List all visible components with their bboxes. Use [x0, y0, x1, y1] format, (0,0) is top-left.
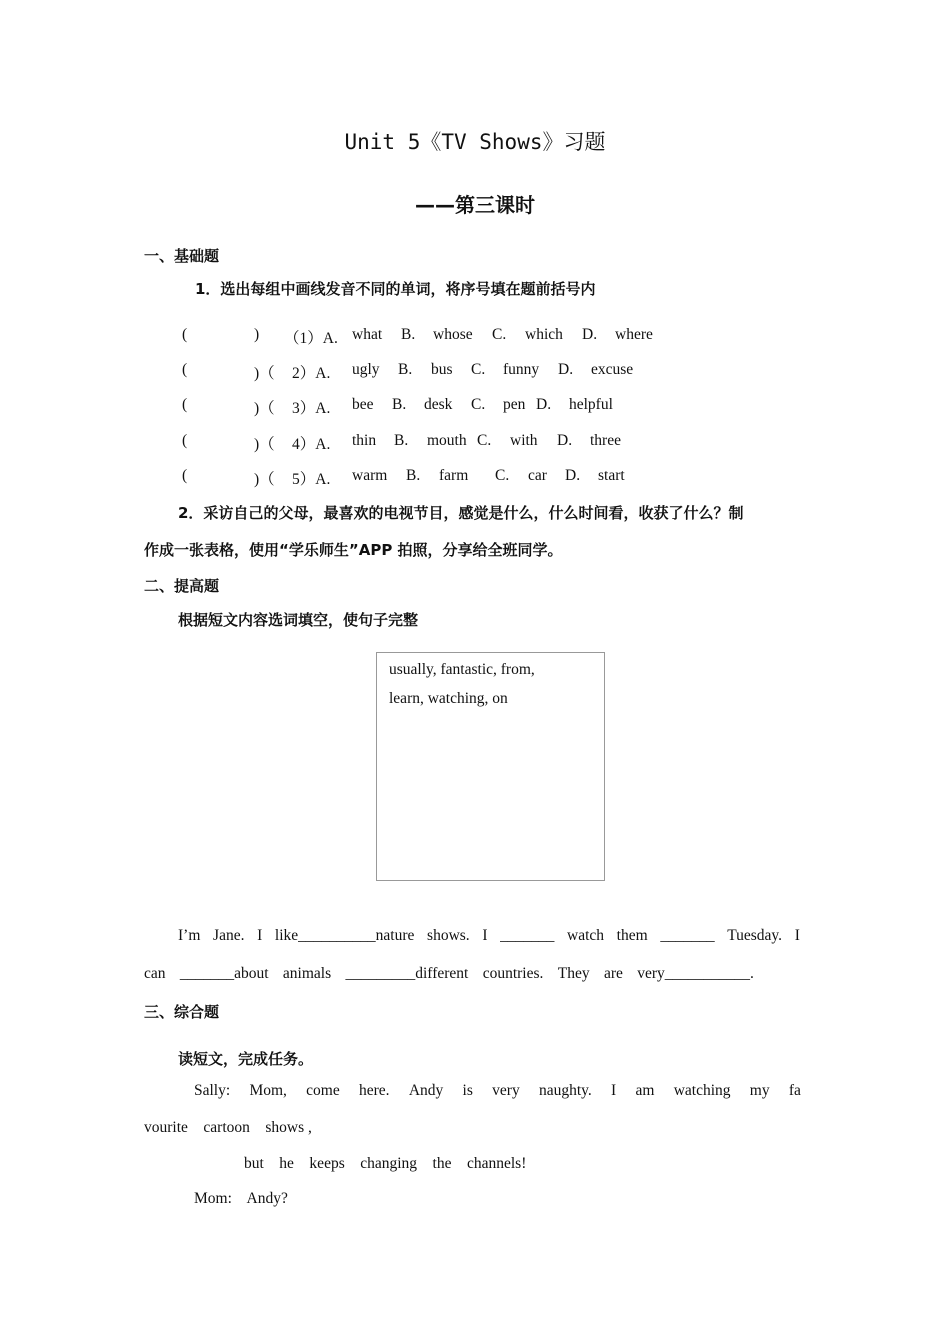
- row-1-c-label: C.: [492, 326, 507, 343]
- row-2-c-label: C.: [471, 361, 486, 378]
- row-1-b: whose: [433, 326, 473, 343]
- row-5-num: 5）A.: [292, 471, 331, 488]
- passage-line-1-word: shows.: [427, 927, 470, 944]
- dialogue-sally-line-1: [194, 1082, 801, 1100]
- row-4-a: thin: [352, 432, 377, 449]
- sally-line-1-word: Sally:: [194, 1082, 231, 1099]
- row-1-open: (: [182, 326, 188, 343]
- row-5-c: car: [528, 467, 547, 484]
- passage-line-1-word: I: [482, 927, 488, 944]
- row-5-open: (: [182, 467, 188, 484]
- row-5-d: start: [598, 467, 625, 484]
- dialogue-sally-line-3: but he keeps changing the channels!: [244, 1155, 527, 1172]
- word-bank-box: [376, 652, 605, 881]
- row-2-num: 2）A.: [292, 365, 331, 382]
- row-1-a: what: [352, 326, 383, 343]
- passage-line-1-word: Tuesday.: [727, 927, 783, 944]
- passage-line-1-word: I’m: [178, 927, 201, 944]
- sally-line-1-word: naughty.: [538, 1082, 592, 1099]
- passage-line-1-word: watch: [567, 927, 605, 944]
- row-3-open: (: [182, 396, 188, 413]
- row-5-close: )（: [254, 471, 275, 488]
- passage-line-2-word: very___________.: [637, 965, 754, 982]
- section-3-heading: 三、综合题: [144, 1003, 220, 1021]
- passage-line-1-word: I: [794, 927, 800, 944]
- passage-line-2-word: can: [144, 965, 166, 982]
- row-3-b: desk: [424, 396, 453, 413]
- row-4-c: with: [510, 432, 538, 449]
- passage-line-2-word: _______about: [179, 965, 269, 982]
- row-5-c-label: C.: [495, 467, 510, 484]
- sally-line-1-word: very: [492, 1082, 520, 1099]
- row-2-a: ugly: [352, 361, 380, 378]
- row-2-c: funny: [503, 361, 540, 378]
- row-5-b: farm: [439, 467, 469, 484]
- passage-line-2-word: are: [603, 965, 623, 982]
- row-4-b-label: B.: [394, 432, 409, 449]
- passage-line-2-word: They: [557, 965, 590, 982]
- passage-line-1: [178, 927, 800, 945]
- row-1-d-label: D.: [582, 326, 598, 343]
- passage-line-1-word: them: [616, 927, 648, 944]
- page-title: Unit 5《TV Shows》习题: [344, 130, 606, 154]
- row-2-b-label: B.: [398, 361, 413, 378]
- row-4-d: three: [590, 432, 621, 449]
- sally-line-1-word: Andy: [408, 1082, 444, 1099]
- row-3-b-label: B.: [392, 396, 407, 413]
- passage-line-1-word: _______: [660, 927, 715, 944]
- row-2-open: (: [182, 361, 188, 378]
- row-3-d: helpful: [569, 396, 613, 413]
- section-2-instruction: 根据短文内容选词填空，使句子完整: [178, 611, 419, 629]
- passage-line-1-word: like__________nature: [274, 927, 415, 944]
- row-4-d-label: D.: [557, 432, 573, 449]
- row-1-d: where: [615, 326, 653, 343]
- row-3-a: bee: [352, 396, 374, 413]
- row-3-num: 3）A.: [292, 400, 331, 417]
- row-4-c-label: C.: [477, 432, 492, 449]
- q2-line-1: 2．采访自己的父母，最喜欢的电视节目，感觉是什么，什么时间看，收获了什么？制: [178, 504, 744, 522]
- row-2-close: )（: [254, 365, 275, 382]
- page-subtitle: ——第三课时: [415, 193, 535, 217]
- row-3-c: pen: [503, 396, 526, 413]
- row-3-d-label: D.: [536, 396, 552, 413]
- q1-instruction: 1．选出每组中画线发音不同的单词，将序号填在题前括号内: [195, 280, 596, 298]
- sally-line-1-word: I: [611, 1082, 617, 1099]
- passage-line-2: [144, 965, 754, 983]
- passage-line-2-word: animals: [282, 965, 332, 982]
- section-3-instruction: 读短文，完成任务。: [178, 1050, 314, 1068]
- row-1-num: （1）A.: [284, 330, 338, 347]
- row-4-num: 4）A.: [292, 436, 331, 453]
- row-2-b: bus: [431, 361, 453, 378]
- sally-line-1-word: am: [635, 1082, 655, 1099]
- row-1-close: ): [254, 326, 260, 343]
- dialogue-mom-line: Mom: Andy?: [194, 1190, 288, 1207]
- passage-line-1-word: _______: [500, 927, 555, 944]
- q2-line-2: 作成一张表格，使用“学乐师生”APP 拍照，分享给全班同学。: [144, 541, 563, 559]
- sally-line-1-word: watching: [673, 1082, 731, 1099]
- row-3-close: )（: [254, 400, 275, 417]
- row-3-c-label: C.: [471, 396, 486, 413]
- sally-line-1-word: here.: [359, 1082, 390, 1099]
- sally-line-1-word: fa: [788, 1082, 801, 1099]
- row-5-a: warm: [352, 467, 388, 484]
- word-bank-line-1: usually, fantastic, from,: [389, 661, 535, 678]
- passage-line-2-word: _________different: [345, 965, 469, 982]
- sally-line-1-word: is: [462, 1082, 473, 1099]
- row-4-b: mouth: [427, 432, 467, 449]
- section-2-heading: 二、提高题: [144, 577, 220, 595]
- sally-line-1-word: come: [306, 1082, 340, 1099]
- sally-line-1-word: my: [749, 1082, 770, 1099]
- row-1-c: which: [525, 326, 563, 343]
- sally-line-1-word: Mom,: [249, 1082, 287, 1099]
- row-4-close: )（: [254, 436, 275, 453]
- section-1-heading: 一、基础题: [144, 247, 220, 265]
- passage-line-1-word: I: [257, 927, 263, 944]
- passage-line-1-word: Jane.: [213, 927, 245, 944]
- dialogue-sally-line-2: vourite cartoon shows ,: [144, 1119, 312, 1136]
- row-2-d-label: D.: [558, 361, 574, 378]
- row-2-d: excuse: [591, 361, 634, 378]
- word-bank-line-2: learn, watching, on: [389, 690, 508, 707]
- row-1-b-label: B.: [401, 326, 416, 343]
- row-5-b-label: B.: [406, 467, 421, 484]
- row-5-d-label: D.: [565, 467, 581, 484]
- passage-line-2-word: countries.: [482, 965, 544, 982]
- row-4-open: (: [182, 432, 188, 449]
